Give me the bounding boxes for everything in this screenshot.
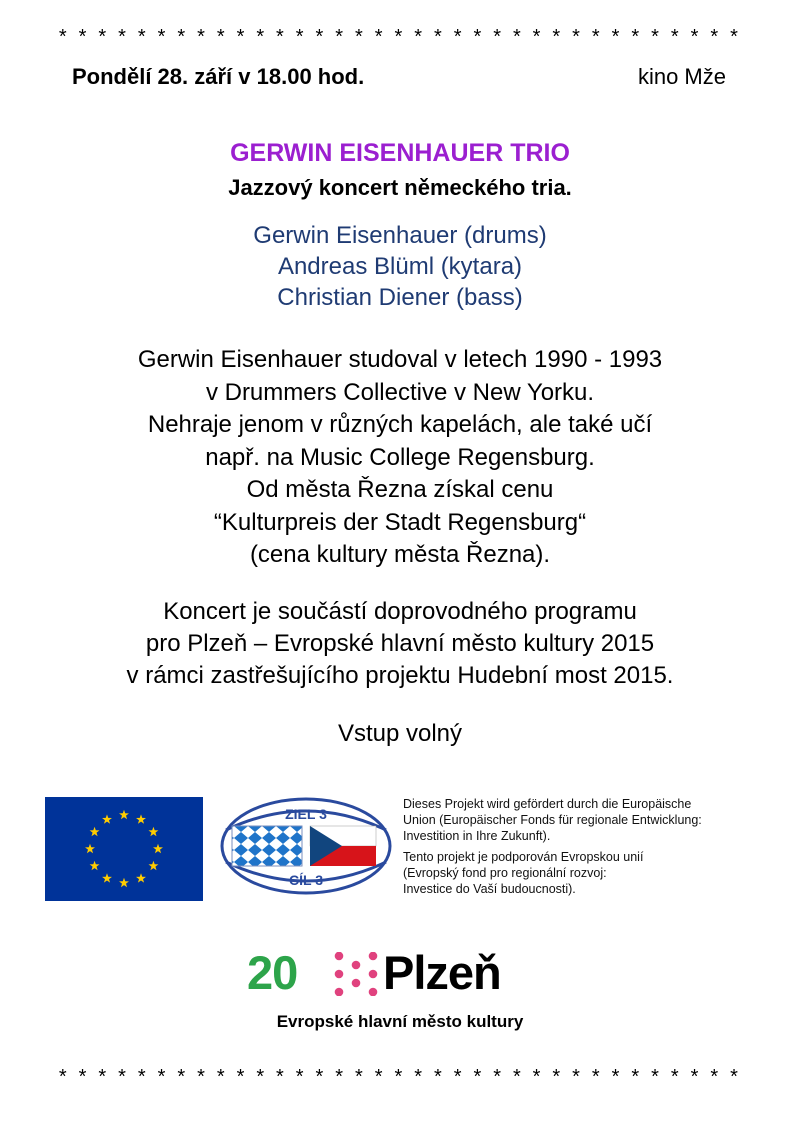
bio-line: v Drummers Collective v New Yorku. [205,378,595,406]
bio-line: Od města Řezna získal cenu [246,476,554,503]
funding-line: Dieses Projekt wird gefördert durch die Europäische [403,797,692,811]
entry-note: Vstup volný [337,720,463,747]
plzen-logo-year: 20 [247,946,298,999]
plzen-dot-icon [369,952,378,960]
plzen-tagline: Evropské hlavní město kultury [276,1012,524,1031]
bio-line: “Kulturpreis der Stadt Regensburg“ [213,508,587,536]
plzen-dots-icon [334,952,378,996]
bio-line: (cena kultury města Řezna). [249,541,551,568]
artist-bio [0,344,800,572]
bio-line: Nehraje jenom v různých kapelách, ale také učí [147,411,653,438]
plzen-dot-icon [352,979,361,988]
funding-notice [403,796,783,902]
event-subtitle: Jazzový koncert německého tria. [228,175,572,200]
event-header [72,64,726,94]
program-line: Koncert je součástí doprovodného programu [163,598,637,625]
eu-flag-icon [45,797,203,901]
band-member: Gerwin Eisenhauer (drums) [253,222,547,249]
bio-line: např. na Music College Regensburg. [205,443,595,471]
bio-line: Gerwin Eisenhauer studoval v letech 1990 - 1993 [137,346,663,373]
program-line: v rámci zastřešujícího projektu Hudební most 2015. [126,662,674,689]
band-members [0,220,800,313]
ziel-bottom-label: CÍL 3 [289,872,323,888]
event-title: GERWIN EISENHAUER TRIO [230,139,570,167]
funding-line: Investice do Vaší budoucnosti). [403,882,576,896]
plzen-dot-icon [352,961,361,970]
top-star-divider: * * * * * * * * * * * * * * * * * * * * * * * * * * * * * * * * * * * [58,26,742,48]
funding-line: (Evropský fond pro regionální rozvoj: [403,866,607,880]
band-member: Andreas Blüml (kytara) [277,253,523,280]
funding-czech [403,849,783,897]
plzen-dot-icon [335,952,344,960]
ziel3-logo-icon [220,796,392,896]
plzen-dot-icon [369,970,378,979]
funding-line: Investition in Ihre Zukunft). [403,829,551,843]
plzen-2015-logo-icon [247,946,547,1001]
bottom-star-divider: * * * * * * * * * * * * * * * * * * * * * * * * * * * * * * * * * * * [58,1066,742,1088]
plzen-dot-icon [335,970,344,979]
band-member: Christian Diener (bass) [277,284,523,311]
funding-line: Tento projekt je podporován Evropskou unií [403,850,644,864]
plzen-dot-icon [335,988,344,996]
event-venue: kino Mže [637,64,726,89]
program-line: pro Plzeň – Evropské hlavní město kultury 2015 [145,630,655,657]
funding-german [403,796,783,844]
ziel-top-label: ZIEL 3 [285,806,327,822]
event-date-time: Pondělí 28. září v 18.00 hod. [72,64,365,89]
funding-line: Union (Europäischer Fonds für regionale Entwicklung: [403,813,702,827]
plzen-dot-icon [369,988,378,996]
program-info [0,596,800,692]
plzen-logo-city: Plzeň [383,946,501,999]
